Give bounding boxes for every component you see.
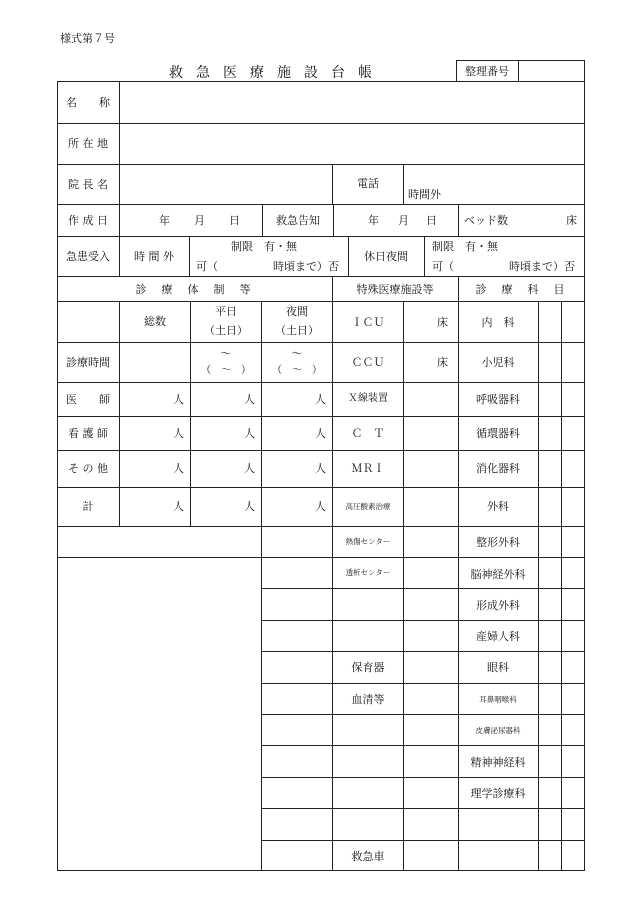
other-total-unit: 人 [173, 462, 184, 475]
doctor-weekday-unit: 人 [244, 393, 255, 406]
night-paren-tilde: （ ～ ） [272, 365, 322, 376]
doctor-night-unit: 人 [315, 393, 326, 406]
ccu-unit: 床 [437, 356, 448, 369]
dept-surgery: 外科 [487, 500, 509, 513]
director-field[interactable] [121, 166, 330, 203]
name-label: 名 称 [66, 96, 110, 109]
bed-count-label: ベッド数 [464, 214, 508, 227]
possible-until[interactable]: 可（ 時頃まで）否 [196, 260, 339, 273]
col-total: 総数 [144, 315, 166, 328]
staff-row-other: そ の 他 [68, 462, 108, 475]
dept-plastic: 形成外科 [476, 599, 520, 612]
staff-row-nurse: 看 護 師 [68, 427, 108, 440]
section-special: 特殊医療施設等 [356, 283, 434, 296]
created-day: 日 [229, 214, 240, 227]
address-field[interactable] [121, 125, 582, 163]
dept-derm-uro: 皮膚泌尿器科 [475, 726, 521, 735]
total-weekday-unit: 人 [244, 500, 255, 513]
facility-burn-center: 熱傷センター [345, 537, 391, 546]
dept-cardiology: 循環器科 [476, 427, 520, 440]
section-departments: 診 療 科 目 [475, 283, 567, 296]
dept-obgyn: 産婦人科 [476, 630, 520, 643]
dept-internal: 内 科 [481, 316, 515, 329]
possible-until-2[interactable]: 可（ 時頃まで）否 [432, 260, 575, 273]
dept-neurosurgery: 脳神経外科 [470, 568, 526, 581]
dept-pediatrics: 小児科 [481, 356, 515, 369]
other-night-unit: 人 [315, 462, 326, 475]
form-number: 様式第７号 [60, 32, 115, 45]
name-field[interactable] [121, 83, 582, 121]
section-treatment: 診 療 体 制 等 [135, 283, 253, 296]
created-label: 作 成 日 [68, 214, 108, 227]
dept-ent: 耳鼻咽喉科 [479, 695, 517, 704]
total-night-unit: 人 [315, 500, 326, 513]
total-total-unit: 人 [173, 500, 184, 513]
nurse-weekday-unit: 人 [244, 427, 255, 440]
address-label: 所 在 地 [68, 137, 108, 150]
notice-day: 日 [426, 214, 437, 227]
facility-hyperbaric: 高圧酸素治療 [345, 502, 391, 511]
notice-month: 月 [398, 214, 409, 227]
facility-xray: Ｘ線装置 [348, 393, 388, 404]
created-year: 年 [159, 214, 170, 227]
facility-serum: 血清等 [351, 693, 385, 706]
facility-ct: Ｃ Ｔ [351, 427, 385, 440]
facility-mri: ＭＲＩ [351, 462, 385, 475]
night-tilde: ～ [291, 347, 303, 360]
icu-unit: 床 [437, 316, 448, 329]
created-month: 月 [194, 214, 205, 227]
limit-yes-no[interactable]: 制限 有・無 [231, 240, 297, 253]
other-weekday-unit: 人 [244, 462, 255, 475]
dept-ophthalmology: 眼科 [487, 661, 509, 674]
nurse-total-unit: 人 [173, 427, 184, 440]
after-hours-label: 時間外 [408, 188, 441, 201]
doctor-total-unit: 人 [173, 393, 184, 406]
page-title: 救急医療施設台帳 [169, 65, 385, 81]
emergency-label: 急患受入 [66, 250, 110, 263]
col-night: 夜間 [286, 305, 308, 318]
management-number-label: 整理番号 [465, 65, 509, 78]
dept-psychiatry: 精神神経科 [470, 756, 526, 769]
dept-gastro: 消化器科 [476, 462, 520, 475]
notice-label: 救急告知 [276, 214, 320, 227]
weekday-tilde: ～ [220, 347, 232, 360]
notice-year: 年 [368, 214, 379, 227]
facility-dialysis: 透析センター [345, 568, 391, 577]
facility-ccu: ＣＣＵ [351, 356, 385, 369]
limit-yes-no-2[interactable]: 制限 有・無 [432, 240, 498, 253]
dept-orthopedics: 整形外科 [476, 536, 520, 549]
row-hours-label: 診療時間 [66, 356, 110, 369]
facility-ambulance: 救急車 [351, 850, 385, 863]
bed-unit: 床 [566, 214, 577, 227]
facility-incubator: 保育器 [351, 661, 385, 674]
dept-respiratory: 呼吸器科 [476, 393, 520, 406]
dept-physical-therapy: 理学診療科 [470, 787, 526, 800]
management-number-field[interactable] [520, 62, 582, 80]
director-label: 院 長 名 [68, 178, 108, 191]
facility-icu: ＩＣＵ [351, 316, 385, 329]
holiday-night-label: 休日夜間 [364, 250, 408, 263]
col-night-sub: （土日） [275, 324, 319, 337]
staff-row-total: 計 [82, 500, 94, 513]
col-weekday: 平日 [215, 305, 237, 318]
after-hours-wide: 時 間 外 [134, 250, 174, 263]
nurse-night-unit: 人 [315, 427, 326, 440]
weekday-paren-tilde: （ ～ ） [201, 365, 251, 376]
staff-row-doctor: 医 師 [66, 393, 110, 406]
col-weekday-sub: （土日） [204, 324, 248, 337]
phone-label: 電話 [357, 177, 379, 190]
